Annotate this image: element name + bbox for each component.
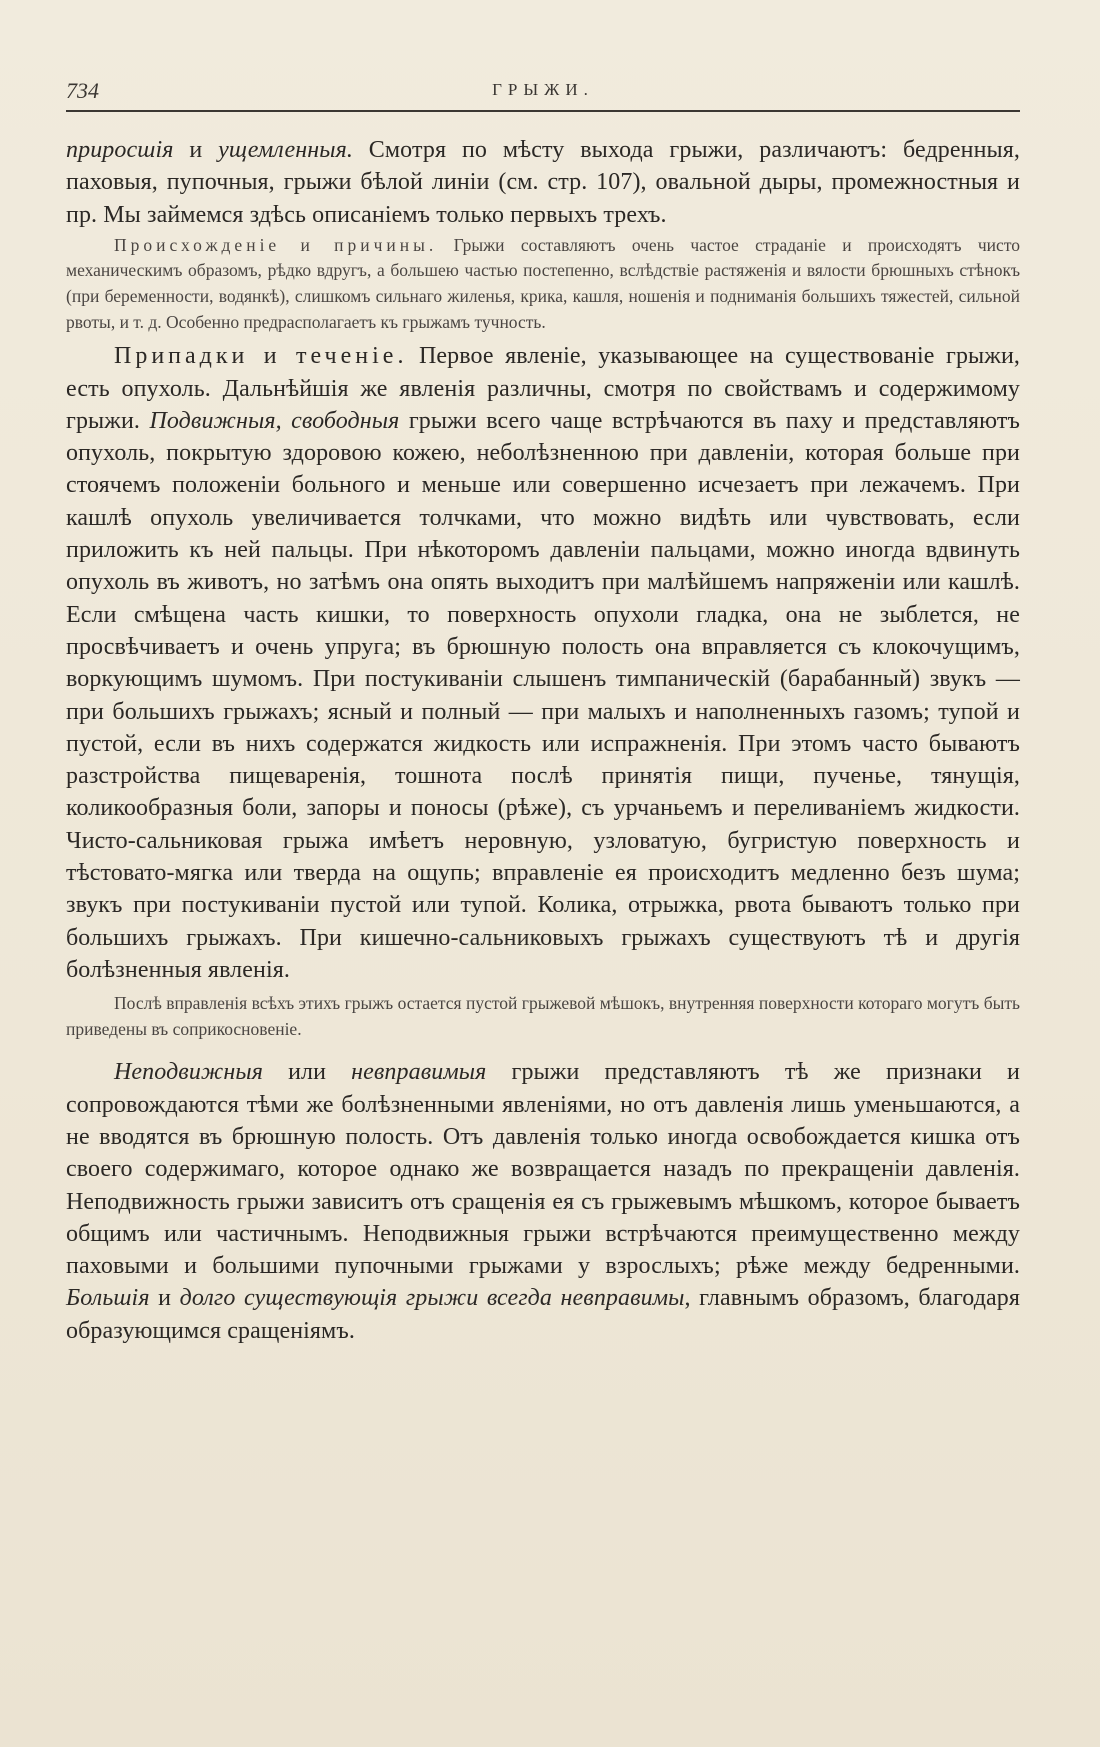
- text-run: или: [262, 1059, 352, 1086]
- italic-term: приросшія: [66, 137, 174, 163]
- header-rule: [66, 110, 1020, 112]
- text-run: и: [173, 137, 219, 163]
- paragraph-symptoms: [66, 340, 1020, 986]
- italic-term: Подвижныя, свободныя: [149, 407, 400, 434]
- text-run: Смотря по мѣсту выхода грыжи, различаютъ: бедренныя, паховыя, пупочныя, грыжи бѣлой линіи (см. стр. 107), овальной дыры, промежностныя и пр. Мы займемся здѣсь описаніемъ только первыхъ трехъ.: [66, 137, 1020, 228]
- text-run: Послѣ вправленія всѣхъ этихъ грыжъ остается пустой грыжевой мѣшокъ, внутренняя поверхности котораго могутъ быть приведены въ соприкосновеніе.: [66, 993, 1020, 1039]
- italic-term: Неподвижныя: [114, 1059, 263, 1086]
- paragraph-origin-causes: [66, 233, 1020, 335]
- text-run: грыжи представляютъ тѣ же признаки и сопровождаются тѣми же болѣзненными явленіями, но отъ давленія лишь уменьшаются, а не вводятся въ брюшную полость. Отъ давленія только иногда освобождается кишка отъ своего содержимаго, которое однако же возвращается назадъ по прекращеніи давленія. Неподвижность грыжи зависитъ отъ сращенія ея съ грыжевымъ мѣшкомъ, которое бываетъ общимъ или частичнымъ. Неподвижныя грыжи встрѣчаются преимущественно между паховыми и большими пупочными грыжами у взрослыхъ; рѣже между бедренными.: [66, 1059, 1020, 1280]
- page-number: 734: [66, 78, 99, 103]
- paragraph-hernial-sac: [66, 991, 1020, 1042]
- italic-term: невправимыя: [351, 1059, 487, 1086]
- page-body: [66, 134, 1020, 1347]
- text-run: грыжи всего чаще встрѣчаются въ паху и представляютъ опухоль, покрытую здоровою кожею, неболѣзненною при давленіи, которая больше при стоячемъ положеніи больного и меньше или совершенно исчезаетъ при лежачемъ. При кашлѣ опухоль увеличивается толчками, что можно видѣть или чувствовать, если приложить къ ней пальцы. При нѣкоторомъ давленіи пальцами, можно иногда вдвинуть опухоль въ животъ, но затѣмъ она опять выходитъ при малѣйшемъ напряженіи или кашлѣ. Если смѣщена часть кишки, то поверхность опухоли гладка, она не зыблется, не просвѣчиваетъ и очень упруга; въ брюшную полость она вправляется съ клокочущимъ, воркующимъ шумомъ. При постукиваніи слышенъ тимпаническій (барабанный) звукъ — при большихъ грыжахъ; ясный и полный — при малыхъ и наполненныхъ газомъ; тупой и пустой, если въ нихъ содержатся жидкость или испражненія. При этомъ часто бываютъ разстройства пищеваренія, тошнота послѣ принятія пищи, пученье, тянущія, коликообразныя боли, запоры и поносы (рѣже), съ урчаньемъ и переливаніемъ жидкости. Чисто-сальниковая грыжа имѣетъ неровную, узловатую, бугристую поверхность и тѣстовато-мягка или тверда на ощупь; вправленіе ея происходитъ медленно безъ шума; звукъ при постукиваніи пустой или тупой. Колика, отрыжка, рвота бываютъ только при большихъ грыжахъ. При кишечно-сальниковыхъ грыжахъ существуютъ тѣ и другія болѣзненныя явленія.: [66, 407, 1020, 983]
- text-run: Первое явленіе, указывающее на существованіе грыжи, есть опухоль. Дальнѣйшія же явленія различны, смотря по свойствамъ и содержимому грыжи.: [66, 343, 1020, 434]
- italic-term: долго существующія грыжи всегда невправимы: [179, 1285, 685, 1312]
- paragraph-irreducible: [66, 1056, 1020, 1347]
- text-run: и: [149, 1285, 180, 1312]
- section-heading-symptoms: Припадки и теченіе.: [114, 343, 408, 370]
- text-run: Грыжи составляютъ очень частое страданіе и происходятъ чисто механическимъ образомъ, рѣдко вдругъ, а большею частью постепенно, вслѣдствіе растяженія и вялости брюшныхъ стѣнокъ (при беременности, водянкѣ), слишкомъ сильнаго жиленья, крика, кашля, ношенія и подниманія большихъ тяжестей, сильной рвоты, и т. д. Особенно предрасполагаетъ къ грыжамъ тучность.: [66, 234, 1020, 332]
- italic-term: ущемленныя.: [218, 137, 353, 163]
- page-header: [66, 78, 1020, 106]
- text-run: , главнымъ образомъ, благодаря образующимся сращеніямъ.: [66, 1285, 1020, 1344]
- running-title: ГРЫЖИ.: [492, 80, 594, 99]
- section-heading-origin: Происхожденіе и причины.: [114, 234, 438, 255]
- italic-term: Большія: [66, 1285, 150, 1312]
- paragraph-hernia-types: [66, 134, 1020, 231]
